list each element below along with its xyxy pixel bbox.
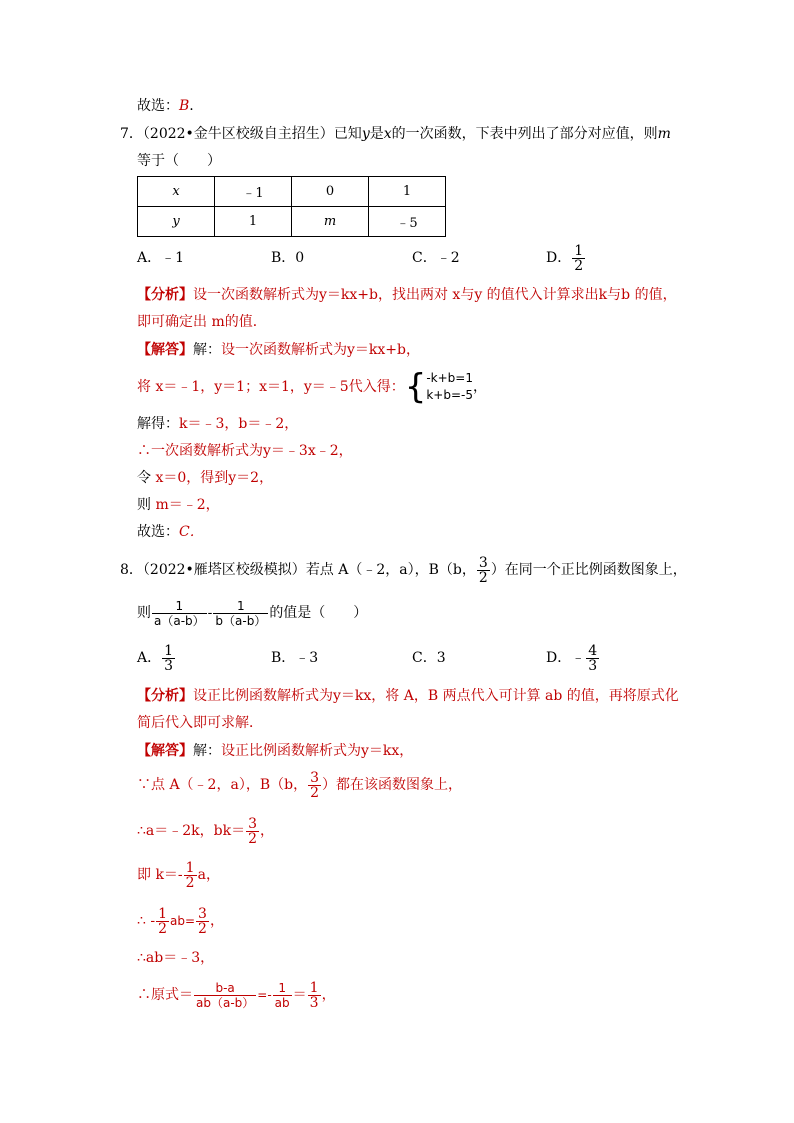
- punct: ，: [209, 913, 224, 929]
- q8-solution-line2: [137, 767, 462, 803]
- fraction: [162, 644, 175, 673]
- numerator: 1: [185, 859, 195, 876]
- q8-option-c: C．3: [412, 650, 446, 666]
- fraction: [273, 981, 292, 1010]
- solution-text: ∴ -: [137, 913, 156, 929]
- answer-prefix: 故选：: [137, 98, 179, 114]
- var-m: m: [657, 126, 671, 142]
- numerator: 1: [213, 599, 268, 614]
- q8-stem-line1: [120, 552, 687, 588]
- q7-solution-line2: [137, 367, 487, 407]
- solution-text: 解：: [193, 743, 221, 759]
- denominator: 3: [164, 657, 174, 674]
- numerator: b-a: [194, 981, 256, 996]
- fraction: [572, 244, 585, 273]
- table-cell: 1: [369, 177, 446, 207]
- stem-text: 若点 A（﹣2，a），B（b，: [305, 562, 476, 578]
- stem-text: 的一次函数，下表中列出了部分对应值，则: [391, 126, 658, 142]
- fraction: [152, 599, 207, 628]
- stem-text: 则: [137, 605, 151, 621]
- numerator: 1: [273, 981, 292, 996]
- equation: -k+b=1: [426, 371, 473, 385]
- q7-option-b: B．0: [271, 250, 305, 266]
- table-cell: ﹣5: [369, 207, 446, 237]
- q8-solution-line6: ∴ab＝﹣3，: [137, 950, 215, 966]
- numerator: 1: [164, 642, 174, 659]
- numerator: 3: [310, 769, 319, 786]
- denominator: 2: [198, 920, 207, 937]
- brace-glyph: {: [404, 367, 427, 407]
- q8-stem-line2: [137, 595, 367, 631]
- q8-solution-line7: [137, 977, 336, 1013]
- q7-option-d: [546, 240, 586, 276]
- question-source: （2022•金牛区校级自主招生）: [142, 126, 334, 142]
- punct: .: [189, 98, 194, 114]
- stem-text: 是: [369, 126, 384, 142]
- solution-text: 令: [137, 470, 156, 486]
- numerator: 3: [198, 905, 207, 922]
- table-row: [138, 207, 446, 237]
- equation-system: [426, 370, 473, 404]
- fraction: [156, 907, 169, 936]
- q7-solution-line1: [137, 340, 420, 360]
- q8-option-d: [546, 640, 600, 676]
- q7-solution-line3: [137, 414, 298, 434]
- solution-text: 解：: [193, 342, 221, 358]
- stem-text: ）在同一个正比例函数图象上，: [490, 562, 687, 578]
- denominator: b（a-b）: [215, 613, 267, 628]
- solution-text: ）都在该函数图象上，: [322, 777, 462, 793]
- fraction: [308, 981, 321, 1010]
- numerator: 4: [588, 642, 598, 659]
- option-label: D．: [546, 250, 572, 266]
- solution-text: 即 k＝-: [137, 867, 183, 883]
- table-cell: m: [292, 207, 369, 237]
- solution-text: 设一次函数解析式为y＝kx+b，: [221, 342, 420, 358]
- value-table: [137, 176, 446, 237]
- table-cell: 1: [215, 207, 292, 237]
- q8-solution-line5: [137, 903, 224, 939]
- q7-option-a: A．﹣1: [137, 250, 185, 266]
- q7-solution-line4: ∴一次函数解析式为y＝﹣3x﹣2，: [137, 443, 353, 459]
- q8-option-a: [137, 640, 176, 676]
- stem-text: 已知: [333, 126, 362, 142]
- analysis-text: 设正比例函数解析式为y＝kx，将 A，B 两点代入可计算 ab 的值，再将原式化: [193, 688, 679, 704]
- solution-text: 故选：: [137, 524, 179, 540]
- solution-text: ∴a＝﹣2k，bk＝: [137, 823, 246, 839]
- solution-text: ∴原式＝: [137, 987, 193, 1003]
- q8-solution-line3: [137, 813, 274, 849]
- denominator: 2: [310, 784, 319, 801]
- solution-text: x＝0，得到y＝2，: [155, 470, 274, 486]
- q7-solution-line7: [137, 522, 204, 542]
- denominator: 2: [158, 920, 168, 937]
- solution-text: ab=: [170, 914, 196, 928]
- numerator: 1: [152, 599, 207, 614]
- solution-text: 则: [137, 497, 156, 513]
- operator: ＝: [292, 987, 307, 1003]
- punct: ，: [260, 823, 275, 839]
- denominator: 2: [248, 830, 258, 847]
- question-number: 8．: [120, 562, 143, 578]
- denominator: 3: [588, 657, 598, 674]
- fraction: [586, 644, 599, 673]
- answer-choice: C．: [179, 524, 204, 540]
- denominator: ab: [274, 995, 290, 1010]
- equation: k+b=-5: [426, 388, 473, 402]
- fraction: [194, 981, 256, 1010]
- numerator: 1: [309, 979, 319, 996]
- table-row: [138, 177, 446, 207]
- q8-solution-line1: [137, 741, 413, 761]
- solution-tag: 【解答】: [137, 342, 193, 358]
- fraction: [477, 556, 490, 585]
- solution-text: 设正比例函数解析式为y＝kx，: [221, 743, 414, 759]
- q7-stem-line2: 等于（ ）: [137, 153, 221, 169]
- table-cell: y: [138, 207, 215, 237]
- q8-analysis-line2: 简后代入即可求解．: [137, 715, 263, 731]
- var-x: x: [383, 126, 392, 142]
- punct: ，: [321, 987, 336, 1003]
- denominator: 2: [478, 569, 488, 586]
- table-cell: x: [138, 177, 215, 207]
- question-number: 7．: [120, 126, 143, 142]
- numerator: 3: [248, 815, 258, 832]
- q7-solution-line6: [137, 495, 220, 515]
- table-cell: ﹣1: [215, 177, 292, 207]
- answer-choice: B: [179, 98, 190, 114]
- solution-text: 解得：: [137, 416, 179, 432]
- denominator: 3: [309, 994, 319, 1011]
- analysis-text: 设一次函数解析式为y＝kx+b，找出两对 x与y 的值代入计算求出k与b 的值，: [193, 287, 677, 303]
- solution-text: k＝﹣3，b＝﹣2，: [179, 416, 299, 432]
- denominator: 2: [574, 257, 584, 274]
- fraction: [213, 599, 268, 628]
- solution-text: ∵点 A（﹣2，a），B（b，: [137, 777, 308, 793]
- q7-option-c: C．﹣2: [412, 250, 460, 266]
- fraction: [308, 771, 321, 800]
- solution-text: a，: [197, 867, 220, 883]
- q7-analysis-line2: 即可确定出 m的值．: [137, 314, 267, 330]
- operator: -: [207, 605, 213, 621]
- q7-solution-line5: [137, 468, 273, 488]
- question-source: （2022•雁塔区校级模拟）: [142, 562, 306, 578]
- option-label: D．﹣: [546, 650, 586, 666]
- numerator: 1: [158, 905, 168, 922]
- analysis-tag: 【分析】: [137, 287, 193, 303]
- q8-analysis-line1: [137, 686, 679, 706]
- numerator: 3: [478, 554, 488, 571]
- q8-option-b: B．﹣3: [271, 650, 319, 666]
- table-cell: 0: [292, 177, 369, 207]
- solution-tag: 【解答】: [137, 743, 193, 759]
- denominator: 2: [185, 874, 195, 891]
- fraction: [246, 817, 259, 846]
- stem-text: 的值是（ ）: [269, 605, 368, 621]
- q8-solution-line4: [137, 857, 220, 893]
- analysis-tag: 【分析】: [137, 688, 193, 704]
- punct: ，: [472, 379, 487, 395]
- solution-text: 将 x＝﹣1，y＝1；x＝1，y＝﹣5代入得：: [137, 379, 405, 395]
- q7-stem-line1: [120, 124, 671, 144]
- denominator: ab（a-b）: [196, 995, 255, 1010]
- fraction: [196, 907, 209, 936]
- solution-text: m＝﹣2，: [155, 497, 220, 513]
- var-y: y: [361, 126, 370, 142]
- numerator: 1: [574, 242, 584, 259]
- q6-answer-line: [137, 96, 194, 116]
- q7-analysis-line1: [137, 285, 677, 305]
- option-label: A．: [137, 650, 162, 666]
- denominator: a（a-b）: [154, 613, 205, 628]
- operator: =-: [257, 988, 272, 1002]
- fraction: [184, 861, 197, 890]
